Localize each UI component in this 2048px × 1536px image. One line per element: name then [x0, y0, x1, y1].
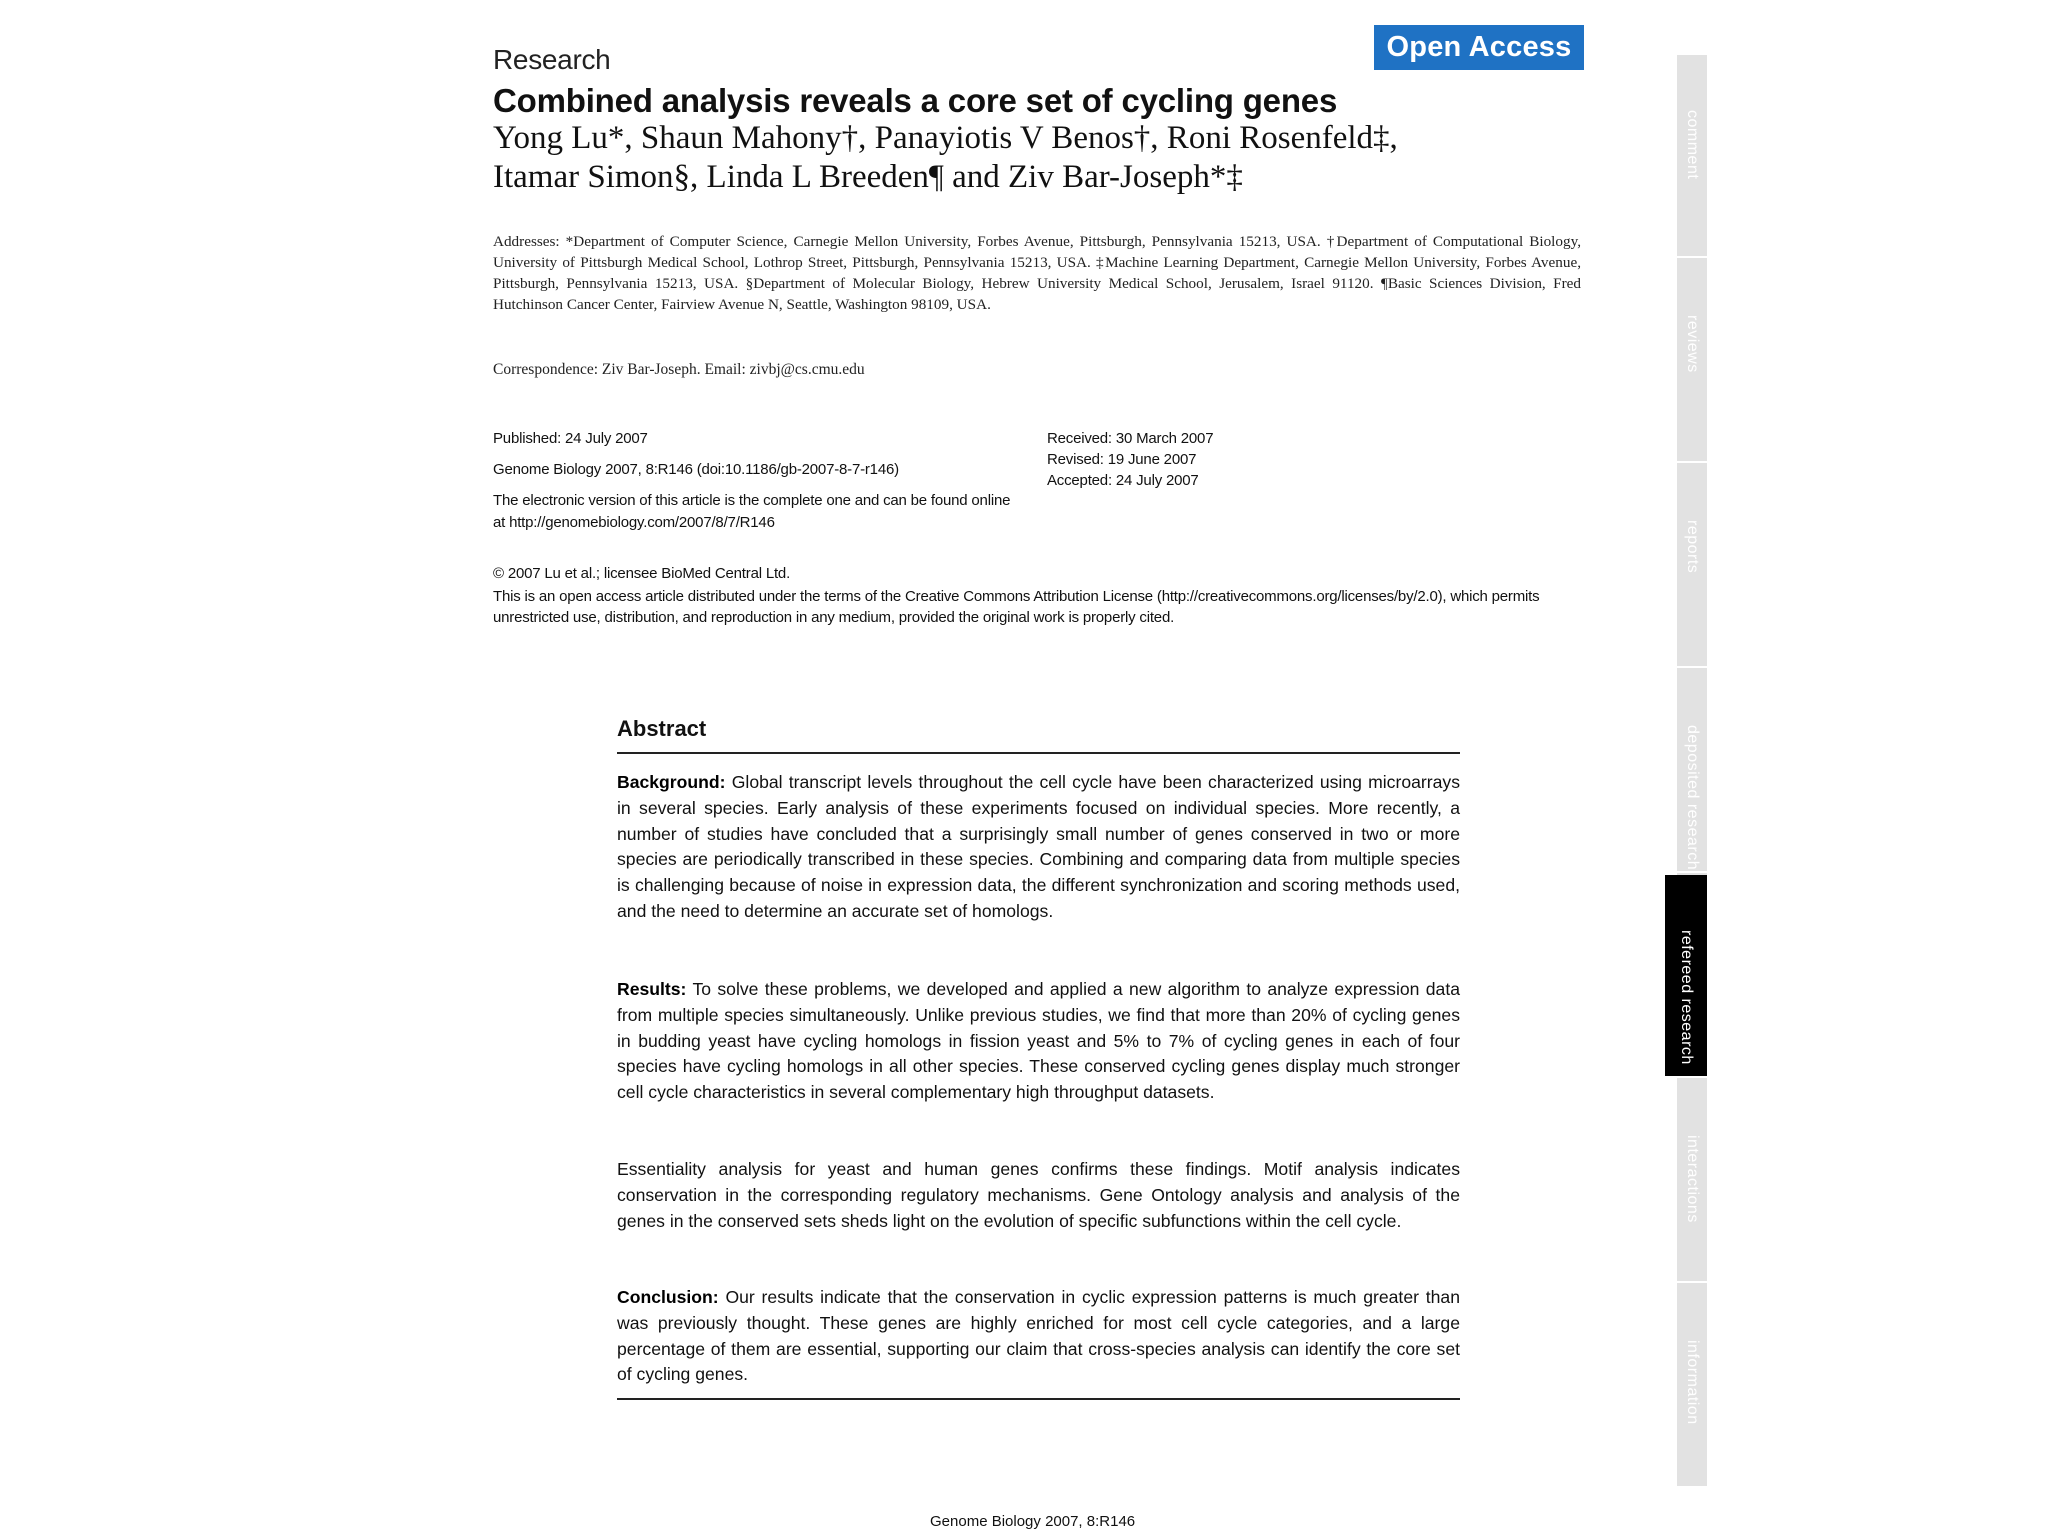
- conclusion-label: Conclusion:: [617, 1287, 719, 1307]
- authors-line-1: Yong Lu*, Shaun Mahony†, Panayiotis V Benos†, Roni Rosenfeld‡,: [493, 120, 1398, 156]
- abstract-conclusion: [617, 1285, 1460, 1388]
- revised-date: Revised: 19 June 2007: [1047, 451, 1197, 468]
- electronic-version-note: The electronic version of this article is the complete one and can be found online at http://genomebiology.com/2007/8/7/R146: [493, 492, 1011, 531]
- abstract-heading: Abstract: [617, 716, 707, 741]
- conclusion-text: Our results indicate that the conservation in cyclic expression patterns is much greater than was previously thought. These genes are highly enriched for most cell cycle categories, and a large percentage of them are essential, supporting our claim that cross-species analysis can identify the core set of cycling genes.: [617, 1287, 1460, 1385]
- copyright: © 2007 Lu et al.; licensee BioMed Central Ltd.: [493, 565, 791, 582]
- results-text: To solve these problems, we developed and applied a new algorithm to analyze expression data from multiple species simultaneously. Unlike previous studies, we find that more than 20% of cycling genes in budding yeast have cycling homologs in fission yeast and 5% to 7% of cycling genes in each of four species have cycling homologs in all other species. These conserved cycling genes display much stronger cell cycle characteristics in several complementary high throughput datasets.: [617, 979, 1461, 1103]
- side-tab-deposited-research[interactable]: [1677, 670, 1707, 873]
- background-label: Background:: [617, 772, 726, 792]
- side-tab-label: refereed research: [1678, 930, 1695, 1065]
- article-title: Combined analysis reveals a core set of cycling genes: [493, 82, 1338, 119]
- essentiality-text: Essentiality analysis for yeast and human genes confirms these findings. Motif analysis indicates conservation in the corresponding regulatory mechanisms. Gene Ontology analysis and analysis of the genes in the conserved sets sheds light on the evolution of specific subfunctions within the cell cycle.: [617, 1159, 1460, 1231]
- page-footer: Genome Biology 2007, 8:R146: [930, 1513, 1136, 1530]
- side-tab-information[interactable]: [1677, 1285, 1707, 1488]
- side-tab-label: deposited research: [1684, 725, 1701, 871]
- abstract-bottom-rule: [617, 1398, 1460, 1400]
- received-date: Received: 30 March 2007: [1047, 430, 1214, 447]
- license-text: This is an open access article distributed under the terms of the Creative Commons Attribution License (http://creativecommons.org/licenses/by/2.0), which permits unrestricted use, distribution, and reproduction in any medium, provided the original work is properly cited.: [493, 588, 1540, 626]
- open-access-badge: Open Access: [1374, 25, 1584, 70]
- abstract-results: [617, 977, 1460, 1106]
- abstract-essentiality: [617, 1157, 1460, 1234]
- side-tab-comment[interactable]: [1677, 55, 1707, 258]
- author-addresses: Addresses: *Department of Computer Science, Carnegie Mellon University, Forbes Avenue, Pittsburgh, Pennsylvania 15213, USA. †Department of Computational Biology, University of Pittsburgh Medical School, Lothrop Street, Pittsburgh, Pennsylvania 15213, USA. ‡Machine Learning Department, Carnegie Mellon University, Forbes Avenue, Pittsburgh, Pennsylvania 15213, USA. §Department of Molecular Biology, Hebrew University Medical School, Jerusalem, Israel 91120. ¶Basic Sciences Division, Fred Hutchinson Cancer Center, Fairview Avenue N, Seattle, Washington 98109, USA.: [493, 233, 1581, 313]
- side-tab-refereed-research[interactable]: [1665, 875, 1707, 1078]
- side-tab-label: comment: [1684, 110, 1701, 180]
- published-date: Published: 24 July 2007: [493, 430, 648, 447]
- authors-line-2: Itamar Simon§, Linda L Breeden¶ and Ziv Bar-Joseph*‡: [493, 159, 1243, 195]
- abstract-background: [617, 770, 1460, 925]
- side-tab-label: information: [1684, 1340, 1701, 1425]
- correspondence: Correspondence: Ziv Bar-Joseph. Email: zivbj@cs.cmu.edu: [493, 361, 865, 378]
- accepted-date: Accepted: 24 July 2007: [1047, 472, 1199, 489]
- side-tab-reviews[interactable]: [1677, 260, 1707, 463]
- background-text: Global transcript levels throughout the cell cycle have been characterized using microarrays in several species. Early analysis of these experiments focused on individual species. More recently, a number of studies have concluded that a surprisingly small number of genes conserved in two or more species are periodically transcribed in these species. Combining and comparing data from multiple species is challenging because of noise in expression data, the different synchronization and scoring methods used, and the need to determine an accurate set of homologs.: [617, 772, 1460, 921]
- results-label: Results:: [617, 979, 687, 999]
- side-tab-label: reviews: [1684, 315, 1701, 373]
- abstract-top-rule: [617, 752, 1460, 754]
- side-tab-label: reports: [1684, 520, 1701, 574]
- side-tab-interactions[interactable]: [1677, 1080, 1707, 1283]
- side-tab-label: interactions: [1684, 1135, 1701, 1223]
- section-label: Research: [493, 44, 611, 75]
- section-side-tabs: [1677, 55, 1707, 1487]
- side-tab-reports[interactable]: [1677, 465, 1707, 668]
- citation: Genome Biology 2007, 8:R146 (doi:10.1186/gb-2007-8-7-r146): [493, 461, 899, 478]
